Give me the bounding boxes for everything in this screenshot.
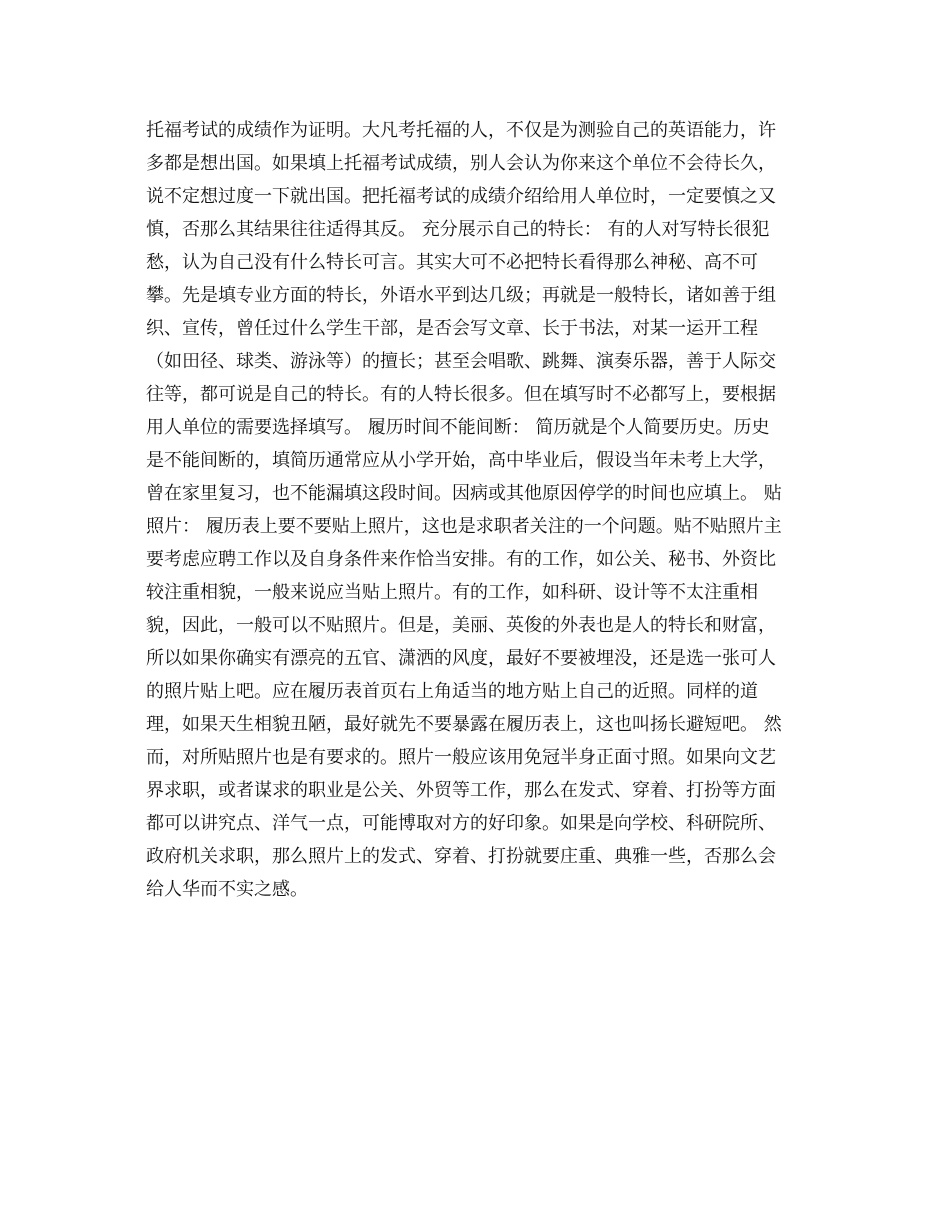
text-line: 曾在家里复习，也不能漏填这段时间。因病或其他原因停学的时间也应填上。 贴	[146, 483, 782, 504]
text-line: 所以如果你确实有漂亮的五官、潇洒的风度，最好不要被埋没，还是选一张可人	[146, 648, 776, 669]
text-line: 理，如果天生相貌丑陋，最好就先不要暴露在履历表上，这也叫扬长避短吧。 然	[146, 714, 782, 735]
text-line: 给人华而不实之感。	[146, 879, 308, 900]
text-line: 是不能间断的，填简历通常应从小学开始，高中毕业后，假设当年未考上大学，	[146, 450, 776, 471]
text-line: 愁，认为自己没有什么特长可言。其实大可不必把特长看得那么神秘、高不可	[146, 252, 758, 273]
text-line: 而，对所贴照片也是有要求的。照片一般应该用免冠半身正面寸照。如果向文艺	[146, 747, 776, 768]
text-line: 政府机关求职，那么照片上的发式、穿着、打扮就要庄重、典雅一些，否那么会	[146, 846, 776, 867]
text-line: 多都是想出国。如果填上托福考试成绩，别人会认为你来这个单位不会待长久，	[146, 153, 776, 174]
text-line: 较注重相貌，一般来说应当贴上照片。有的工作，如科研、设计等不太注重相	[146, 582, 758, 603]
body-text	[146, 114, 826, 906]
text-line: 的照片贴上吧。应在履历表首页右上角适当的地方贴上自己的近照。同样的道	[146, 681, 758, 702]
text-line: 说不定想过度一下就出国。把托福考试的成绩介绍给用人单位时，一定要慎之又	[146, 186, 776, 207]
text-line: 用人单位的需要选择填写。 履历时间不能间断： 简历就是个人简要历史。历史	[146, 417, 770, 438]
text-line: 织、宣传，曾任过什么学生干部，是否会写文章、长于书法，对某一运开工程	[146, 318, 758, 339]
text-line: 往等，都可说是自己的特长。有的人特长很多。但在填写时不必都写上，要根据	[146, 384, 776, 405]
text-line: 攀。先是填专业方面的特长，外语水平到达几级；再就是一般特长，诸如善于组	[146, 285, 776, 306]
text-line: 照片： 履历表上要不要贴上照片，这也是求职者关注的一个问题。贴不贴照片主	[146, 516, 782, 537]
text-line: 托福考试的成绩作为证明。大凡考托福的人，不仅是为测验自己的英语能力，许	[146, 120, 776, 141]
text-line: 要考虑应聘工作以及自身条件来作恰当安排。有的工作，如公关、秘书、外资比	[146, 549, 776, 570]
text-line: 貌，因此，一般可以不贴照片。但是，美丽、英俊的外表也是人的特长和财富，	[146, 615, 776, 636]
text-line: 都可以讲究点、洋气一点，可能博取对方的好印象。如果是向学校、科研院所、	[146, 813, 776, 834]
text-line: 界求职，或者谋求的职业是公关、外贸等工作，那么在发式、穿着、打扮等方面	[146, 780, 776, 801]
text-line: （如田径、球类、游泳等）的擅长；甚至会唱歌、跳舞、演奏乐器，善于人际交	[146, 351, 776, 372]
text-line: 慎，否那么其结果往往适得其反。 充分展示自己的特长： 有的人对写特长很犯	[146, 219, 770, 240]
